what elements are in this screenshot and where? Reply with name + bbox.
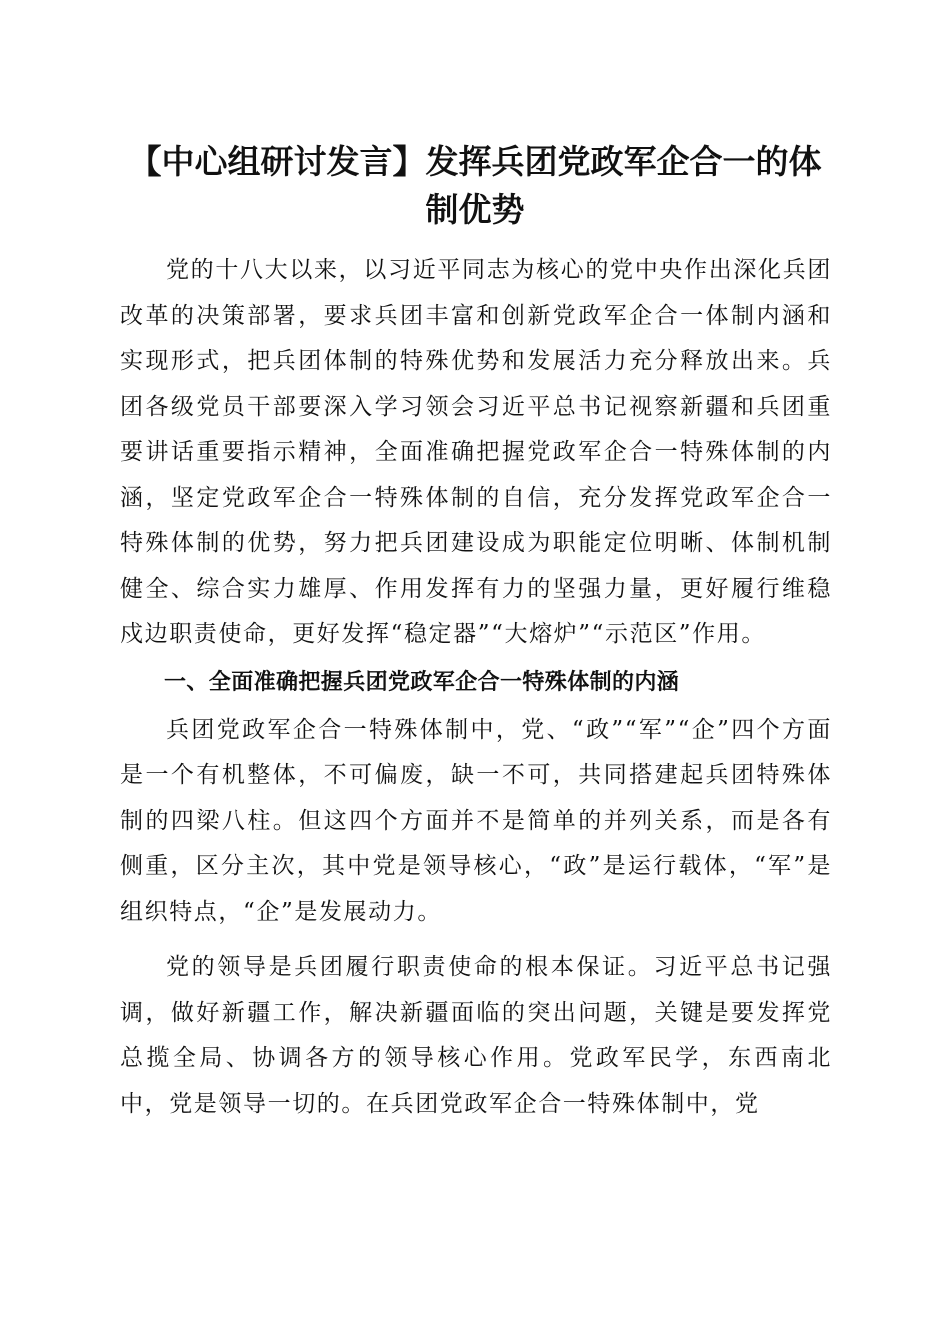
section-paragraph-1: 兵团党政军企合一特殊体制中，党、“政”“军”“企”四个方面是一个有机整体，不可偏废，缺一不可，共同搭建起兵团特殊体制的四梁八柱。但这四个方面并不是简单的并列关系，而是各有侧重，区分主次，其中党是领导核心，“政”是运行载体，“军”是组织特点，“企”是发展动力。 [120, 716, 832, 925]
section-paragraph-2: 党的领导是兵团履行职责使命的根本保证。习近平总书记强调，做好新疆工作，解决新疆面临的突出问题，关键是要发挥党总揽全局、协调各方的领导核心作用。党政军民学，东西南北中，党是领导一切的。在兵团党政军企合一特殊体制中，党 [120, 954, 832, 1117]
intro-paragraph: 党的十八大以来，以习近平同志为核心的党中央作出深化兵团改革的决策部署，要求兵团丰富和创新党政军企合一体制内涵和实现形式，把兵团体制的特殊优势和发展活力充分释放出来。兵团各级党员干部要深入学习领会习近平总书记视察新疆和兵团重要讲话重要指示精神，全面准确把握党政军企合一特殊体制的内涵，坚定党政军企合一特殊体制的自信，充分发挥党政军企合一特殊体制的优势，努力把兵团建设成为职能定位明晰、体制机制健全、综合实力雄厚、作用发挥有力的坚强力量，更好履行维稳戍边职责使命，更好发挥“稳定器”“大熔炉”“示范区”作用。 [120, 257, 832, 647]
document-body [120, 248, 832, 1127]
section-heading: 一、全面准确把握兵团党政军企合一特殊体制的内涵 [164, 669, 680, 695]
document-title: 【中心组研讨发言】发挥兵团党政军企合一的体制优势 [128, 142, 822, 229]
